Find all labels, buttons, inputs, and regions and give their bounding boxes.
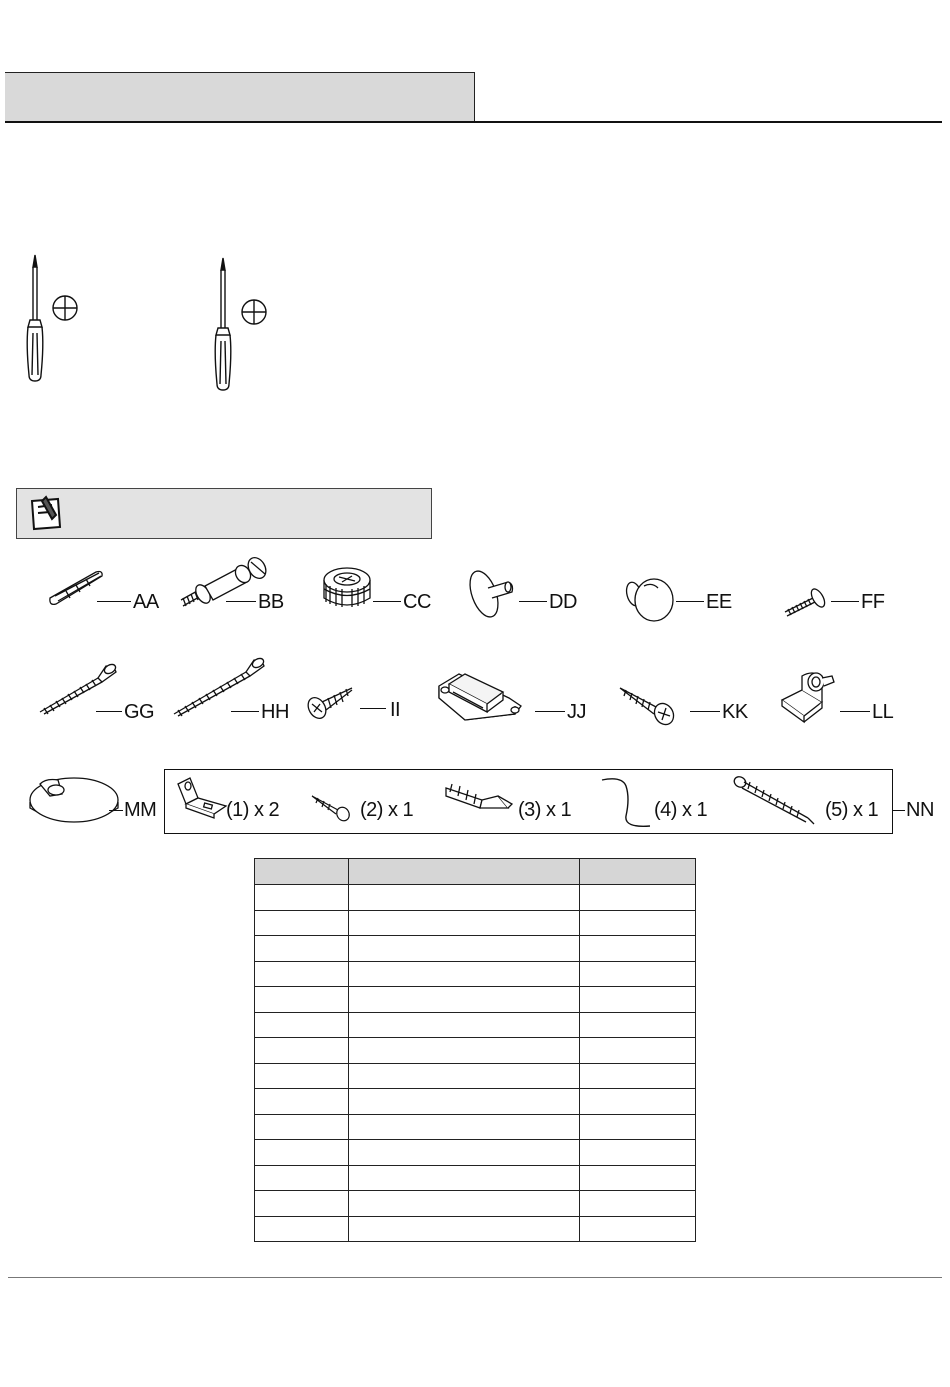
- table-cell: [580, 1114, 696, 1140]
- kit-item-4: (4) x 1: [654, 799, 708, 821]
- table-row: [255, 910, 696, 936]
- shelf-pin-icon: [778, 670, 838, 726]
- door-bumper-icon: [464, 570, 516, 622]
- kit-item-1: (1) x 2: [226, 799, 280, 821]
- long-wall-screw-icon: [732, 774, 818, 826]
- table-cell: [349, 936, 580, 962]
- table-cell: [255, 1140, 349, 1166]
- table-row: [255, 885, 696, 911]
- table-cell: [580, 910, 696, 936]
- table-row: [255, 1165, 696, 1191]
- table-cell: [255, 910, 349, 936]
- table-cell: [255, 961, 349, 987]
- table-cell: [349, 885, 580, 911]
- hardware-label-ii: II: [390, 699, 401, 721]
- strap-icon: [600, 776, 656, 830]
- table-cell: [580, 885, 696, 911]
- wood-dowel-icon: [46, 566, 106, 610]
- table-header-description: [349, 859, 580, 885]
- table-cell: [349, 1012, 580, 1038]
- table-row: [255, 1012, 696, 1038]
- table-cell: [255, 1114, 349, 1140]
- hardware-label-dd: DD: [549, 591, 577, 613]
- table-cell: [349, 1165, 580, 1191]
- table-cell: [255, 1038, 349, 1064]
- knob-icon: [622, 576, 674, 624]
- short-screw-icon: [304, 684, 356, 722]
- long-screw-icon: [170, 654, 268, 718]
- hardware-banner: [16, 488, 432, 539]
- hardware-label-ff: FF: [861, 591, 885, 613]
- table-cell: [255, 936, 349, 962]
- table-cell: [580, 1089, 696, 1115]
- magnetic-catch-icon: [435, 668, 525, 724]
- table-row: [255, 1140, 696, 1166]
- table-row: [255, 1063, 696, 1089]
- table-cell: [580, 1038, 696, 1064]
- wall-anchor-icon: [442, 778, 516, 818]
- section-title-box: [5, 72, 475, 123]
- table-cell: [580, 1140, 696, 1166]
- table-cell: [349, 961, 580, 987]
- table-cell: [349, 1063, 580, 1089]
- table-cell: [255, 1165, 349, 1191]
- table-cell: [580, 936, 696, 962]
- header-rule: [5, 121, 942, 123]
- note-icon: [26, 493, 66, 533]
- table-row: [255, 1114, 696, 1140]
- table-row: [255, 1089, 696, 1115]
- table-cell: [255, 1191, 349, 1217]
- l-bracket-icon: [176, 776, 230, 820]
- parts-table: [254, 858, 696, 1242]
- hardware-label-gg: GG: [124, 701, 155, 723]
- hardware-label-jj: JJ: [567, 701, 586, 723]
- kit-item-2: (2) x 1: [360, 799, 414, 821]
- hardware-label-cc: CC: [403, 591, 431, 613]
- table-cell: [349, 1216, 580, 1242]
- table-cell: [580, 1063, 696, 1089]
- table-cell: [580, 1012, 696, 1038]
- table-header-row: [255, 859, 696, 885]
- hardware-label-kk: KK: [722, 701, 748, 723]
- table-header-quantity: [580, 859, 696, 885]
- table-cell: [255, 1216, 349, 1242]
- table-cell: [349, 1089, 580, 1115]
- table-cell: [255, 1089, 349, 1115]
- table-cell: [580, 1216, 696, 1242]
- table-header-part: [255, 859, 349, 885]
- hardware-label-hh: HH: [261, 701, 289, 723]
- hardware-label-mm: MM: [124, 799, 157, 821]
- table-cell: [255, 885, 349, 911]
- cam-lock-icon: [320, 562, 374, 614]
- table-cell: [349, 1038, 580, 1064]
- table-cell: [580, 987, 696, 1013]
- table-cell: [255, 1063, 349, 1089]
- kit-item-3: (3) x 1: [518, 799, 572, 821]
- hardware-label-bb: BB: [258, 591, 284, 613]
- footer-rule: [8, 1277, 942, 1278]
- table-cell: [349, 1114, 580, 1140]
- screw-icon: [618, 684, 678, 726]
- table-row: [255, 1038, 696, 1064]
- kit-item-5: (5) x 1: [825, 799, 879, 821]
- long-screw-icon: [36, 660, 120, 716]
- table-cell: [349, 1191, 580, 1217]
- table-row: [255, 936, 696, 962]
- grommet-icon: [26, 774, 122, 830]
- table-row: [255, 1191, 696, 1217]
- hardware-label-aa: AA: [133, 591, 159, 613]
- knob-screw-icon: [781, 586, 827, 618]
- hardware-label-ll: LL: [872, 701, 894, 723]
- table-row: [255, 987, 696, 1013]
- table-cell: [349, 987, 580, 1013]
- table-cell: [580, 1165, 696, 1191]
- table-cell: [349, 1140, 580, 1166]
- small-screw-icon: [310, 792, 352, 822]
- phillips-screwdriver-large-icon: [211, 258, 271, 394]
- table-row: [255, 961, 696, 987]
- table-row: [255, 1216, 696, 1242]
- hardware-label-ee: EE: [706, 591, 732, 613]
- table-cell: [255, 1012, 349, 1038]
- table-cell: [255, 987, 349, 1013]
- hardware-label-nn: NN: [906, 799, 934, 821]
- table-cell: [349, 910, 580, 936]
- table-cell: [580, 961, 696, 987]
- table-cell: [580, 1191, 696, 1217]
- phillips-screwdriver-small-icon: [24, 255, 84, 387]
